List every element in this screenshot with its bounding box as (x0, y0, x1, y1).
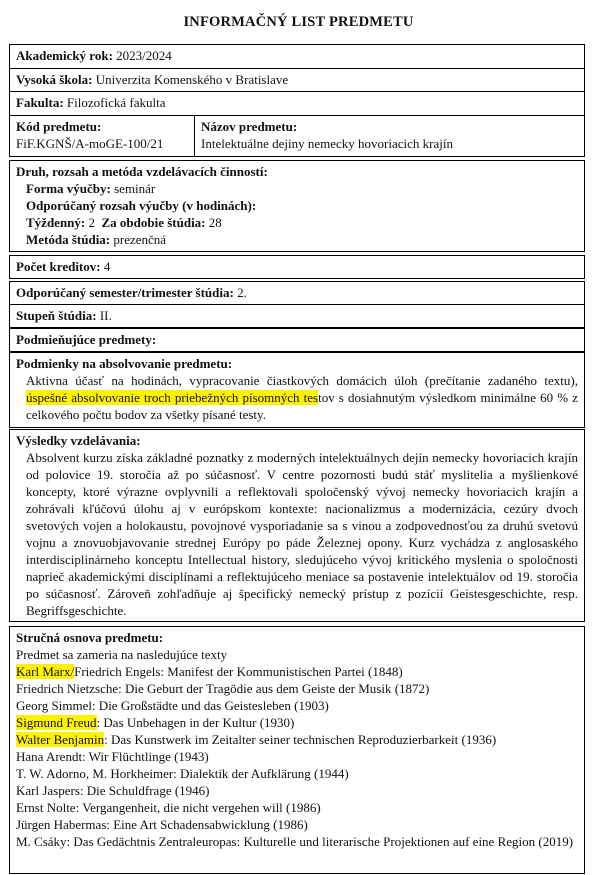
course-name-label: Názov predmetu: (201, 119, 298, 134)
study-level-label: Stupeň štúdia: (16, 308, 97, 323)
course-code-value: FiF.KGNŠ/A-moGE-100/21 (16, 136, 164, 151)
study-method-label: Metóda štúdia: (26, 232, 111, 247)
row-faculty (9, 91, 585, 116)
syllabus-item-arendt: Hana Arendt: Wir Flüchtlinge (1943) (16, 749, 209, 764)
weekly-value: 2 (88, 215, 95, 230)
period-label: Za obdobie štúdia: (101, 215, 206, 230)
row-academic-year (9, 44, 585, 69)
course-code-label: Kód predmetu: (16, 119, 102, 134)
row-study-level (9, 304, 585, 328)
learning-outcomes-text: Absolvent kurzu získa základné poznatky z moderných intelektuálnych dejín nemecky hovoriacich krajín od polovice 19. storočia až po súčasnosť. V centre pozornosti budú stáť myslitelia a myšlienkové koncepty, ktoré výrazne ovplyvnili a reflektovali spoločenský vývoj nemecky hovoriacich krajín a zohrávali kľúčovú úlohu aj v európskom kontexte: nacionalizmus a modernizácia, cezúry dvoch svetových vojen a holokaustu, povojnové vysporiadanie sa s vinou a zodpovednosťou za druhú svetovú vojnu a znovuobjavovanie strednej Európy po páde Železnej opony. Kurz vychádza z anglosaského interdisciplinárneho konceptu Intellectual history, sledujúceho vývoj kritického myslenia o spoločnosti naprieč akademickými disciplínami a reflektujúceho meniace sa postavenie intelektuálov od 19. storočia po súčasnosť. Zároveň zohľadňuje aj špecifický nemecký prístup z pozícií Geistesgeschichte, resp. Begriffsgeschichte. (26, 450, 578, 618)
faculty-label: Fakulta: (16, 95, 64, 110)
completion-conditions-text (16, 372, 578, 423)
study-level-value: II. (99, 308, 112, 323)
benjamin-rest: : Das Kunstwerk im Zeitalter seiner technischen Reproduzierbarkeit (1936) (104, 732, 497, 747)
row-learning-outcomes (9, 429, 585, 622)
syllabus-item-adorno: T. W. Adorno, M. Horkheimer: Dialektik der Aufklärung (1944) (16, 766, 349, 781)
row-credits (9, 255, 585, 279)
conditions-text-highlight: úspešné absolvovanie troch priebežných písomných tes (26, 390, 319, 405)
academic-year-label: Akademický rok: (16, 48, 113, 63)
freud-rest: : Das Unbehagen in der Kultur (1930) (96, 715, 295, 730)
conditions-text-part2: tov s dosiahnutým výsledkom minimálne 60 % z celkového počtu bodov za všetky písané testy. (26, 390, 578, 422)
activity-type-label: Druh, rozsah a metóda vzdelávacích činností: (16, 164, 268, 179)
syllabus-item-freud (16, 714, 578, 731)
study-method-value: prezenčná (113, 232, 167, 247)
credits-value: 4 (103, 259, 111, 274)
syllabus-item-marx (16, 663, 578, 680)
teaching-form-value: seminár (114, 181, 156, 196)
semester-label: Odporúčaný semester/trimester štúdia: (16, 285, 234, 300)
course-name-cell (195, 116, 584, 156)
university-value: Univerzita Komenského v Bratislave (95, 72, 289, 87)
course-code-cell (10, 116, 195, 156)
semester-value: 2. (237, 285, 247, 300)
syllabus-item-csaky: M. Csáky: Das Gedächtnis Zentraleuropas: Kulturelle und literarische Projektionen auf eine Region (2019) (16, 834, 574, 849)
row-completion-conditions (9, 352, 585, 428)
syllabus-item-habermas: Jürgen Habermas: Eine Art Schadensabwicklung (1986) (16, 817, 308, 832)
conditions-text-part1: Aktivna účasť na hodinách, vypracovanie čiastkových domácich úloh (prečítanie zadaného textu), (26, 373, 578, 388)
syllabus-item-benjamin (16, 731, 578, 748)
syllabus-label: Stručná osnova predmetu: (16, 630, 164, 645)
recommended-hours-label: Odporúčaný rozsah výučby (v hodinách): (26, 198, 257, 213)
academic-year-value: 2023/2024 (116, 48, 172, 63)
syllabus-item-nolte: Ernst Nolte: Vergangenheit, die nicht vergehen will (1986) (16, 800, 321, 815)
credits-label: Počet kreditov: (16, 259, 101, 274)
teaching-form-label: Forma výučby: (26, 181, 111, 196)
page-title: INFORMAČNÝ LIST PREDMETU (183, 14, 414, 30)
row-course-code-name (9, 115, 585, 157)
syllabus-intro: Predmet sa zameria na nasledujúce texty (16, 647, 228, 662)
marx-highlight: Karl Marx/ (16, 664, 75, 679)
period-value: 28 (208, 215, 222, 230)
prerequisites-label: Podmieňujúce predmety: (16, 332, 157, 347)
weekly-label: Týždenný: (26, 215, 86, 230)
syllabus-item-simmel: Georg Simmel: Die Großstädte und das Geistesleben (1903) (16, 698, 329, 713)
row-activity-type (9, 160, 585, 252)
syllabus-item-jaspers: Karl Jaspers: Die Schuldfrage (1946) (16, 783, 210, 798)
course-name-value: Intelektuálne dejiny nemecky hovoriacich krajín (201, 136, 453, 151)
learning-outcomes-label: Výsledky vzdelávania: (16, 433, 141, 448)
marx-rest: Friedrich Engels: Manifest der Kommunistischen Partei (1848) (74, 664, 403, 679)
row-prerequisites (9, 328, 585, 352)
row-syllabus (9, 626, 585, 874)
row-semester (9, 281, 585, 305)
row-university (9, 68, 585, 92)
syllabus-item-nietzsche: Friedrich Nietzsche: Die Geburt der Tragödie aus dem Geiste der Musik (1872) (16, 681, 430, 696)
completion-conditions-label: Podmienky na absolvovanie predmetu: (16, 356, 233, 371)
faculty-value: Filozofická fakulta (66, 95, 166, 110)
freud-highlight: Sigmund Freud (16, 715, 97, 730)
university-label: Vysoká škola: (16, 72, 93, 87)
benjamin-highlight: Walter Benjamin (16, 732, 105, 747)
